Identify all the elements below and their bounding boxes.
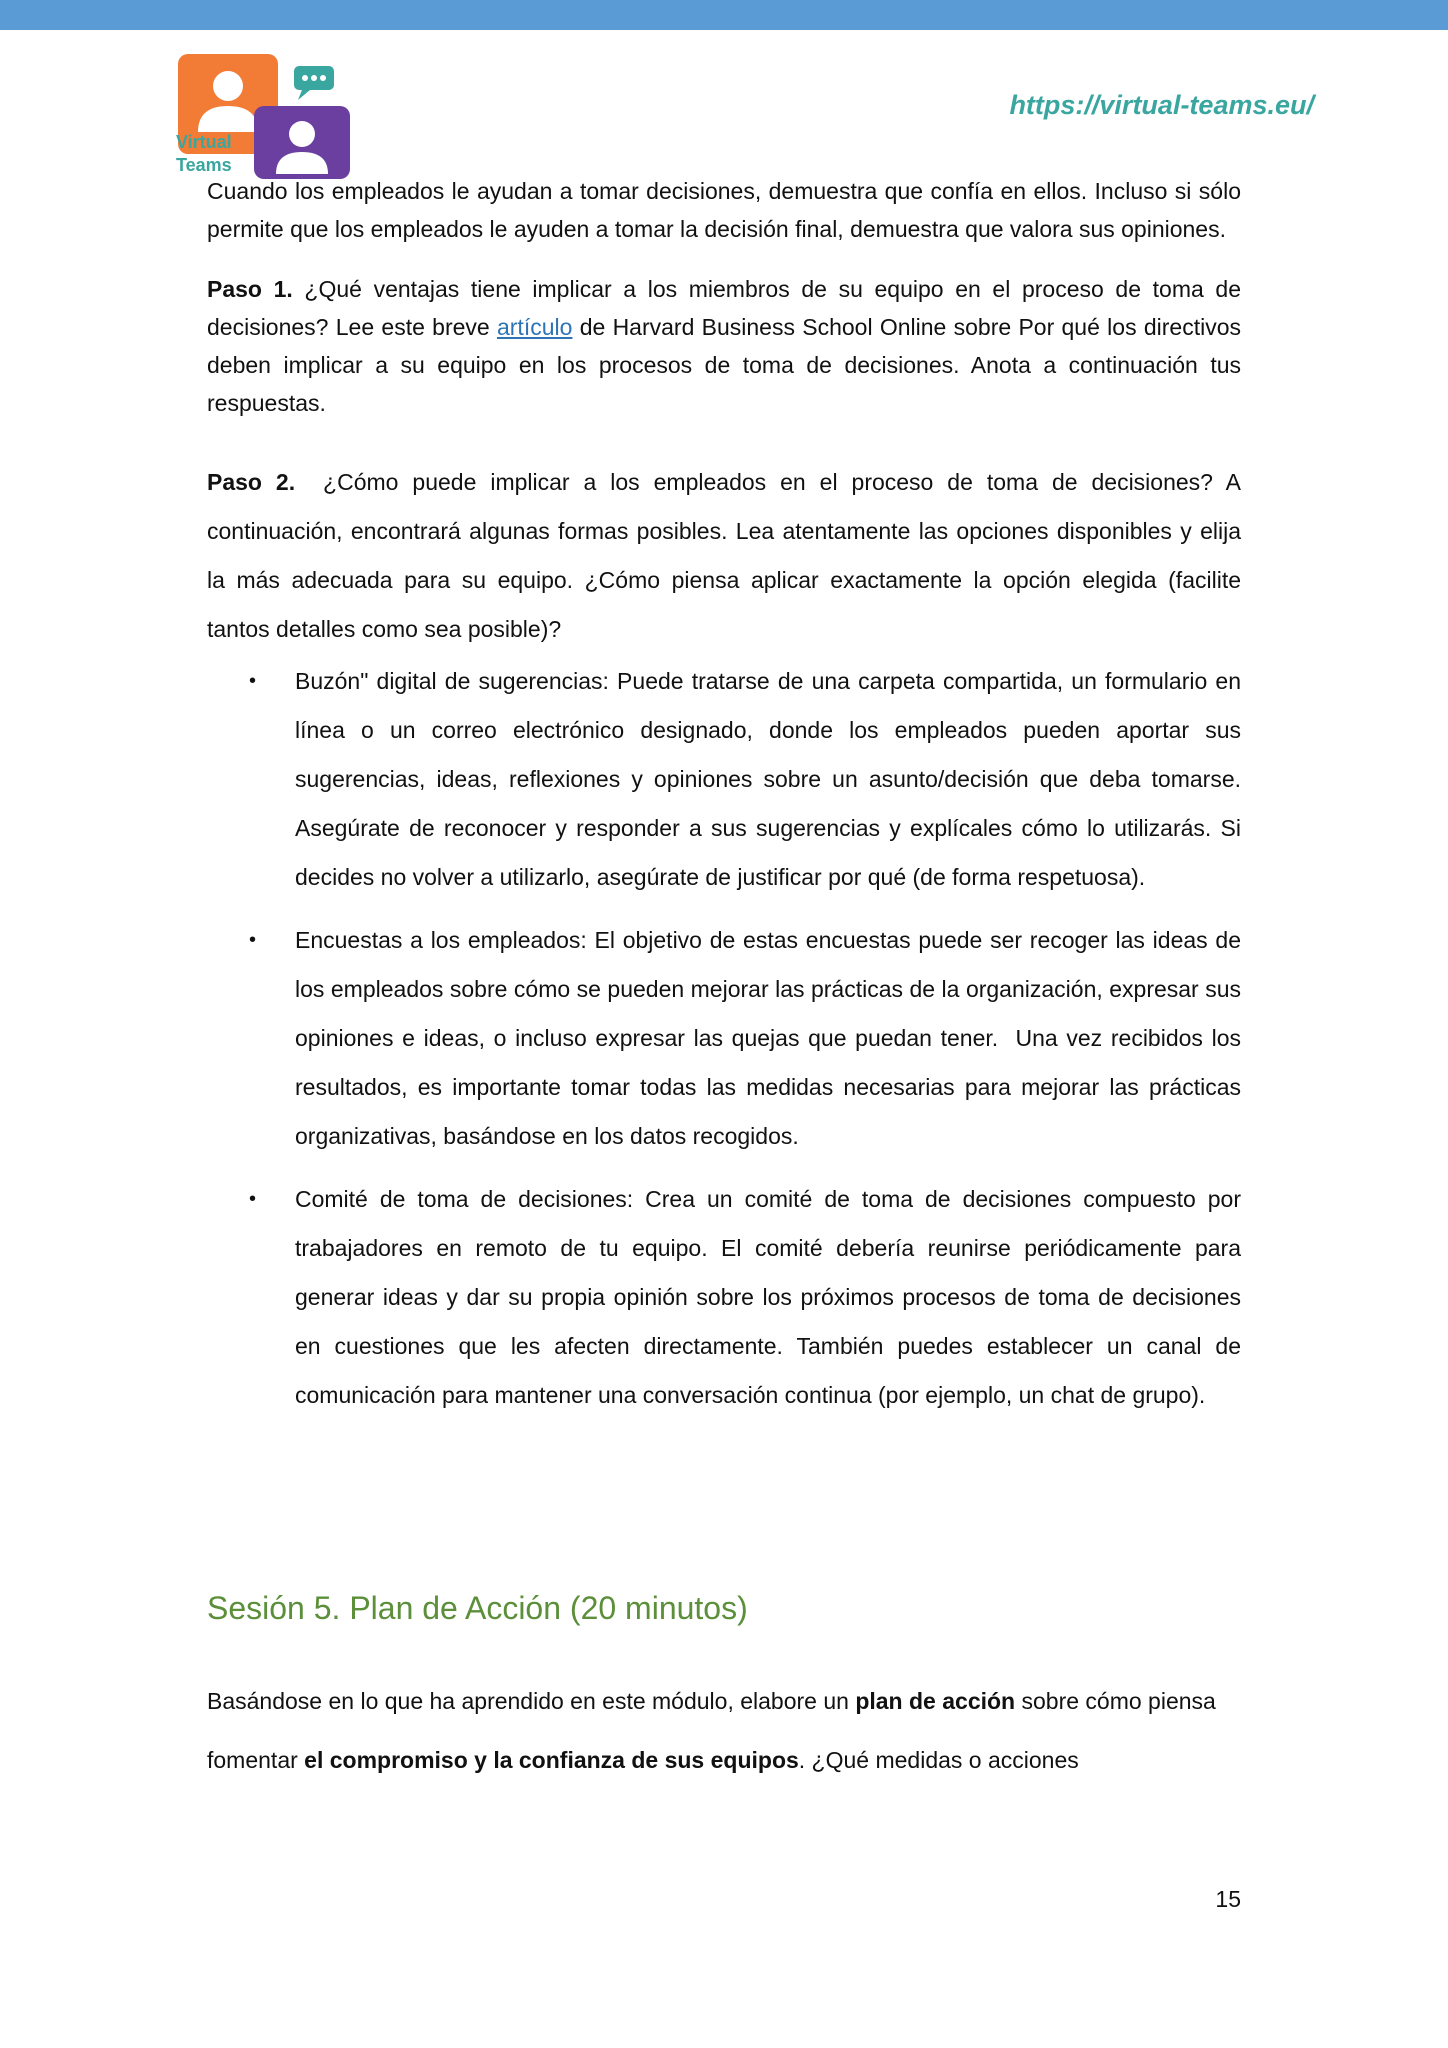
action-text-1: Basándose en lo que ha aprendido en este módulo, elabore un: [207, 1688, 856, 1714]
intro-paragraph: Cuando los empleados le ayudan a tomar decisiones, demuestra que confía en ellos. Incluso si sólo permite que los empleados le ayuden a tomar la decisión final, demuestra que valora sus opiniones.: [207, 178, 1241, 242]
action-bold-1: plan de acción: [855, 1688, 1016, 1714]
action-text-2: sobre cómo piensa fomentar: [207, 1688, 1216, 1773]
page-number: 15: [1215, 1886, 1241, 1912]
step2-paragraph: [207, 458, 1248, 654]
top-accent-bar: [0, 0, 1448, 30]
step1-text-after: de Harvard Business School Online sobre Por qué los directivos deben implicar a su equipo en los procesos de toma de decisiones. Anota a continuación tus respuestas.: [207, 314, 1241, 416]
page-body: [207, 172, 1248, 1434]
step1-label: Paso 1.: [207, 276, 293, 302]
action-bold-2: el compromiso y la confianza de sus equipos: [304, 1747, 799, 1773]
options-list: [207, 657, 1248, 1420]
option-text: Encuestas a los empleados: El objetivo de estas encuestas puede ser recoger las ideas de los empleados sobre cómo se pueden mejorar las prácticas de la organización, expresar sus opiniones e ideas, o incluso expresar las quejas que puedan tener. Una vez recibidos los resultados, es importante tomar todas las medidas necesarias para mejorar las prácticas organizativas, basándose en los datos recogidos.: [295, 927, 1248, 1149]
step1-paragraph: [207, 270, 1241, 422]
article-link[interactable]: artículo: [496, 314, 573, 340]
step2-label: Paso 2.: [207, 469, 296, 495]
action-text-3: . ¿Qué medidas o acciones: [798, 1747, 1079, 1773]
bullet-icon: •: [249, 1188, 257, 1210]
option-text: Buzón" digital de sugerencias: Puede tratarse de una carpeta compartida, un formulario en línea o un correo electrónico designado, donde los empleados pueden aportar sus sugerencias, ideas, reflexiones y opiniones sobre un asunto/decisión que deba tomarse. Asegúrate de reconocer y responder a sus sugerencias y explícales cómo lo utilizarás. Si decides no volver a utilizarlo, asegúrate de justificar por qué (de forma respetuosa).: [295, 668, 1241, 890]
step2-text: ¿Cómo puede implicar a los empleados en el proceso de toma de decisiones? A continuación, encontrará algunas formas posibles. Lea atentamente las opciones disponibles y elija la más adecuada para su equipo. ¿Cómo piensa aplicar exactamente la opción elegida (facilite tantos detalles como sea posible)?: [207, 469, 1248, 642]
section-heading: Sesión 5. Plan de Acción (20 minutos): [207, 1590, 748, 1626]
virtual-teams-logo: [174, 54, 354, 179]
virtual-teams-logo-icon: [174, 54, 354, 179]
step1-text-before: ¿Qué ventajas tiene implicar a los miembros de su equipo en el proceso de toma de decisiones? Lee este breve: [207, 276, 1241, 340]
action-plan-paragraph: [207, 1672, 1241, 1790]
list-item: [207, 1175, 1241, 1420]
bullet-icon: •: [249, 670, 257, 692]
header-url[interactable]: https://virtual-teams.eu/: [1009, 90, 1314, 120]
list-item: [207, 657, 1241, 902]
logo-text-line1: Virtual: [176, 132, 232, 152]
list-item: [207, 916, 1248, 1161]
logo-text-line2: Teams: [176, 155, 232, 175]
bullet-icon: •: [249, 929, 257, 951]
option-text: Comité de toma de decisiones: Crea un comité de toma de decisiones compuesto por trabajadores en remoto de tu equipo. El comité debería reunirse periódicamente para generar ideas y dar su propia opinión sobre los próximos procesos de toma de decisiones en cuestiones que les afecten directamente. También puedes establecer un canal de comunicación para mantener una conversación continua (por ejemplo, un chat de grupo).: [295, 1186, 1241, 1408]
